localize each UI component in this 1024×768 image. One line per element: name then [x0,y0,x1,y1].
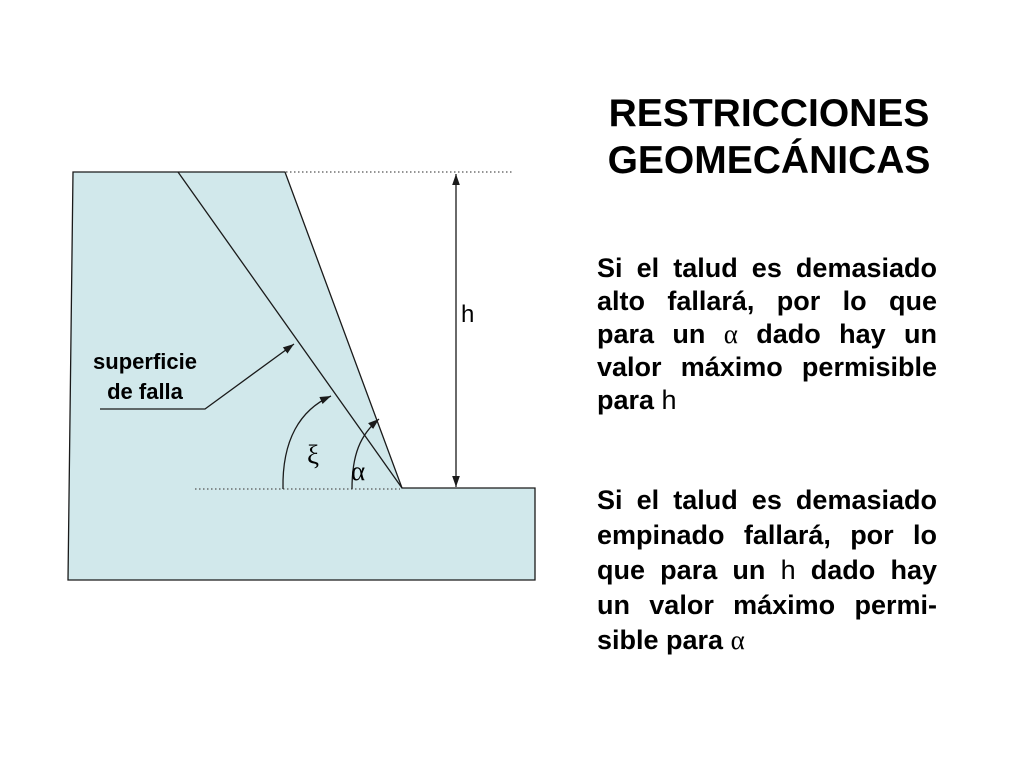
paragraph-text: sible para [597,625,731,655]
slope-angle-restriction-paragraph [597,483,937,658]
paragraph-line [597,384,937,417]
paragraph-line: alto fallará, por lo que [597,286,937,316]
paragraph-line: un valor máximo permi- [597,590,937,620]
paragraph-text: que para un [597,555,781,585]
slide-title-line2: GEOMECÁNICAS [607,139,931,182]
paragraph-line [597,553,937,588]
alpha-symbol: α [730,625,745,655]
alpha-angle-label: α [351,456,366,486]
slide-title-line1: RESTRICCIONES [608,92,930,135]
paragraph-line [597,623,937,658]
height-label: h [461,301,475,328]
height-symbol: h [661,385,677,415]
height-restriction-paragraph [597,252,937,417]
slide-title [589,90,949,184]
height-symbol: h [780,555,796,585]
failure-surface-label [81,347,209,407]
paragraph-text: dado hay un [737,319,937,349]
paragraph-line: valor máximo permisible [597,352,937,382]
paragraph-text: para un [597,319,724,349]
paragraph-text: dado hay [795,555,937,585]
paragraph-line: Si el talud es demasiado [597,253,937,283]
paragraph-line [597,318,937,351]
paragraph-line: Si el talud es demasiado [597,485,937,515]
paragraph-text: para [597,385,662,415]
slope-diagram [0,0,600,620]
failure-surface-label-line1: superficie [93,349,197,374]
paragraph-line: empinado fallará, por lo [597,520,937,550]
failure-surface-label-line2: de falla [107,379,183,404]
alpha-symbol: α [723,319,738,349]
xi-angle-label: ξ [307,440,320,470]
